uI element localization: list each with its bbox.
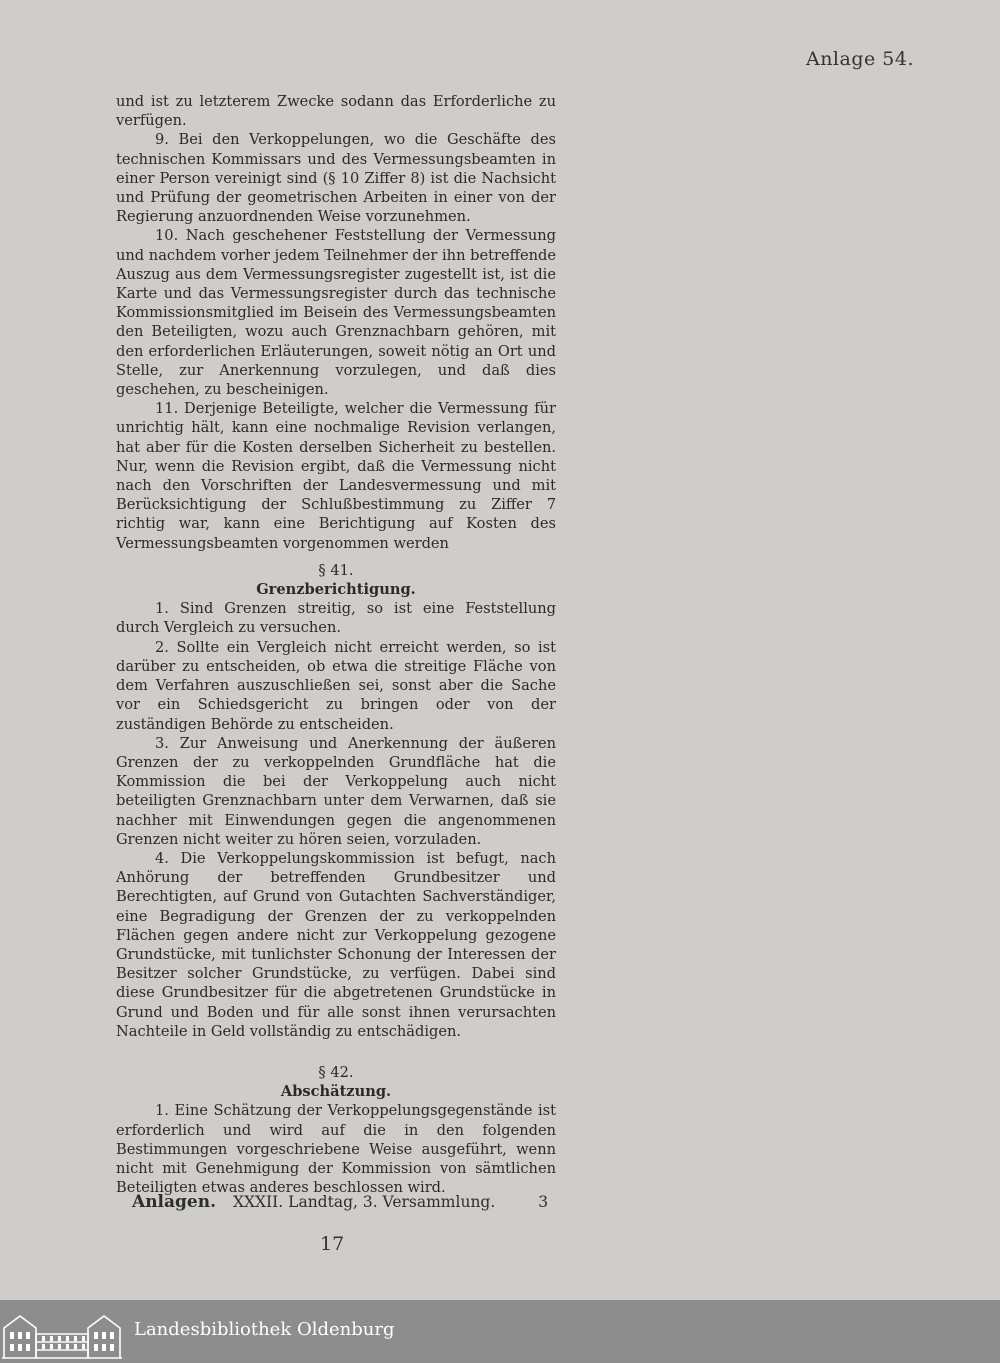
footer-session: XXXII. Landtag, 3. Versammlung. bbox=[232, 1193, 496, 1211]
page-number: 17 bbox=[320, 1233, 345, 1255]
footer-label: Anlagen. bbox=[132, 1192, 217, 1212]
paragraph-41-2: 2. Sollte ein Vergleich nicht erreicht werden, so ist darüber zu entscheiden, ob etwa die streitige Fläche von dem Verfahren auszuschließen sei, sonst aber die Sache vor ein Schiedsgericht zu bringen oder von der zuständigen Behörde zu entscheiden. bbox=[116, 638, 556, 733]
paragraph-42-1: 1. Eine Schätzung der Verkoppelungsgegenstände ist erforderlich und wird auf die in den folgenden Bestimmungen vorgeschriebene Weise ausgeführt, wenn nicht mit Genehmigung der Kommission von sämtlichen Beteiligten etwas anderes beschlossen wird. bbox=[116, 1102, 556, 1197]
page-footer bbox=[132, 1192, 552, 1212]
paragraph-41-3: 3. Zur Anweisung und Anerkennung der äußeren Grenzen der zu verkoppelnden Grundfläche hat die Kommission die bei der Verkoppelung auch nicht beteiligten Grenznachbarn unter dem Verwarnen, daß sie nachher mit Einwendungen gegen die angenommenen Grenzen nicht weiter zu hören seien, vorzuladen. bbox=[116, 734, 556, 848]
section-41-number: § 41. bbox=[318, 561, 354, 579]
library-name: Landesbibliothek Oldenburg bbox=[134, 1319, 395, 1340]
library-building-icon bbox=[0, 1306, 124, 1360]
body-text bbox=[116, 92, 556, 1197]
section-41-title: Grenzberichtigung. bbox=[256, 581, 416, 599]
paragraph-intro: und ist zu letzterem Zwecke sodann das Erforderliche zu verfügen. bbox=[116, 93, 556, 130]
paragraph-41-1: 1. Sind Grenzen streitig, so ist eine Feststellung durch Vergleich zu versuchen. bbox=[116, 600, 556, 637]
library-banner bbox=[0, 1300, 1000, 1363]
section-42-title: Abschätzung. bbox=[280, 1083, 392, 1101]
paragraph-item-10: 10. Nach geschehener Feststellung der Vermessung und nachdem vorher jedem Teilnehmer der ihn betreffende Auszug aus dem Vermessungsregister zugestellt ist, ist die Karte und das Vermessungsregister durch das technische Kommissionsmitglied im Beisein des Vermessungsbeamten den Beteiligten, wozu auch Grenznachbarn gehören, mit den erforderlichen Erläuterungen, soweit nötig an Ort und Stelle, zur Anerkennung vorzulegen, und daß dies geschehen, zu bescheinigen. bbox=[116, 227, 556, 399]
section-42-number: § 42. bbox=[318, 1063, 354, 1081]
paragraph-item-11: 11. Derjenige Beteiligte, welcher die Vermessung für unrichtig hält, kann eine nochmalige Revision verlangen, hat aber für die Kosten derselben Sicherheit zu bestellen. Nur, wenn die Revision ergibt, daß die Vermessung nicht nach den Vorschriften der Landesvermessung und mit Berücksichtigung der Schlußbestimmung zu Ziffer 7 richtig war, kann eine Berichtigung auf Kosten des Vermessungsbeamten vorgenommen werden bbox=[116, 400, 556, 552]
paragraph-41-4: 4. Die Verkoppelungskommission ist befugt, nach Anhörung der betreffenden Grundbesitzer und Berechtigten, auf Grund von Gutachten Sachverständiger, eine Begradigung der Grenzen der zu verkoppelnden Flächen gegen andere nicht zur Verkoppelung gezogene Grundstücke, mit tunlichster Schonung der Interessen der Besitzer solcher Grundstücke, zu verfügen. Dabei sind diese Grundbesitzer für die abgetretenen Grundstücke in Grund und Boden und für alle sonst ihnen verursachten Nachteile in Geld vollständig zu entschädigen. bbox=[116, 849, 556, 1040]
paragraph-item-9: 9. Bei den Verkoppelungen, wo die Geschäfte des technischen Kommissars und des Vermessungsbeamten in einer Person vereinigt sind (§ 10 Ziffer 8) ist die Nachsicht und Prüfung der geometrischen Arbeiten in einer von der Regierung anzuordnenden Weise vorzunehmen. bbox=[116, 131, 556, 226]
page-header: Anlage 54. bbox=[805, 48, 914, 70]
footer-sheet-number: 3 bbox=[538, 1193, 549, 1211]
